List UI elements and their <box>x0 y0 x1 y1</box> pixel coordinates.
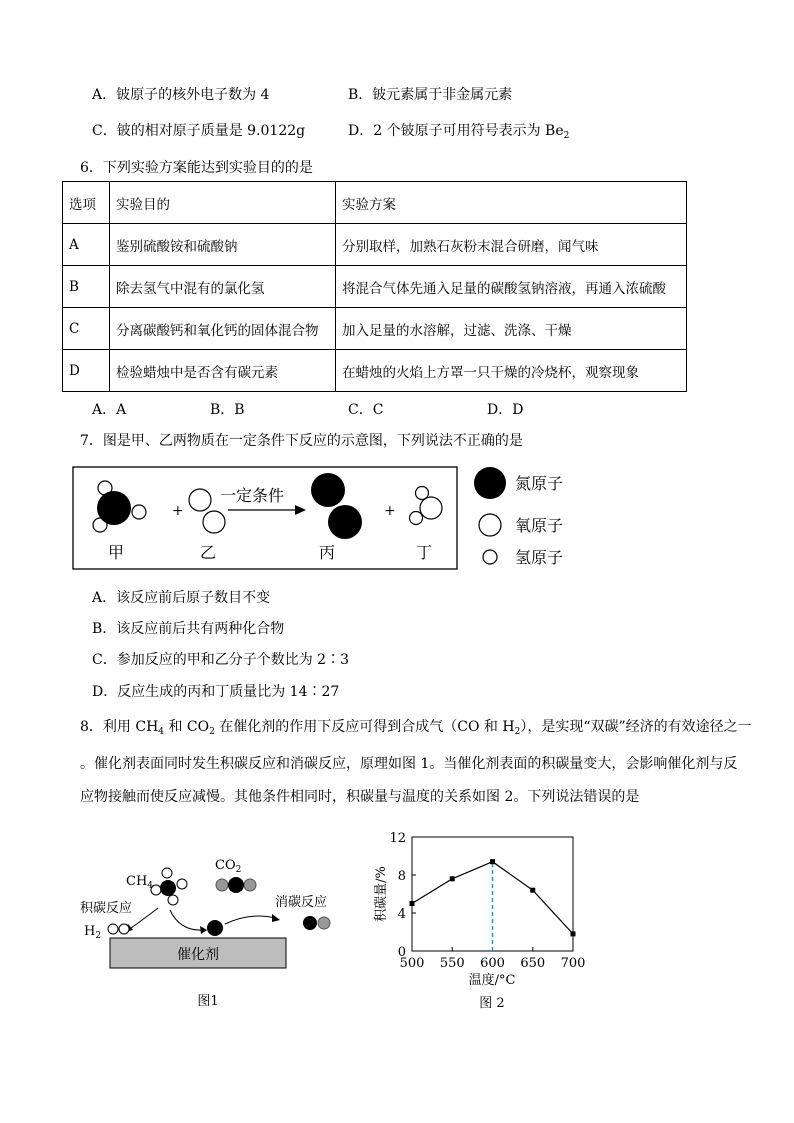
legend-nitrogen-atom <box>474 467 506 499</box>
co2-molecule <box>216 877 256 893</box>
table-cell: 加入足量的水溶解，过滤、洗涤、干燥 <box>336 308 687 350</box>
q7-option-a: A．该反应前后原子数目不变 <box>92 590 271 606</box>
figure-1 <box>70 850 350 1020</box>
experiment-table <box>62 181 687 392</box>
y-axis-label: 积碳量/% <box>374 866 389 922</box>
table-row <box>63 224 687 266</box>
data-point <box>490 859 495 864</box>
y-tick-label: 8 <box>397 869 406 884</box>
q6-stem: 6．下列实验方案能达到实验目的的是 <box>80 160 313 176</box>
q7-option-c: C．参加反应的甲和乙分子个数比为 2∶3 <box>92 652 349 668</box>
x-tick-label: 700 <box>560 956 586 971</box>
reaction-condition: 一定条件 <box>220 486 285 505</box>
h2-molecule <box>108 924 129 934</box>
legend-hydrogen-atom <box>483 550 497 564</box>
table-cell: 除去氢气中混有的氯化氢 <box>110 266 336 308</box>
ch4-label: $CH_4$ <box>126 874 154 891</box>
h2-label: $H_2$ <box>84 924 102 941</box>
data-point <box>450 876 455 881</box>
q6-option-d: D．D <box>487 402 524 418</box>
arrow-to-h2 <box>128 908 158 930</box>
q6-option-a: A．A <box>92 402 127 418</box>
x-tick-label: 550 <box>439 956 465 971</box>
label-ding: 丁 <box>416 543 433 562</box>
y-tick-label: 4 <box>397 907 406 922</box>
table-cell: 在蜡烛的火焰上方罩一只干燥的冷烧杯，观察现象 <box>336 350 687 392</box>
q8-line-3: 应物接触而使反应减慢。其他条件相同时，积碳量与温度的关系如图 2。下列说法错误的是 <box>80 789 640 805</box>
x-tick-label: 500 <box>399 956 425 971</box>
q5-option-b: B．铍元素属于非金属元素 <box>348 87 513 103</box>
table-header-row <box>63 182 687 224</box>
molecule-ding <box>410 487 443 525</box>
table-header: 选项 <box>63 182 110 224</box>
data-point <box>571 931 576 936</box>
co-molecule <box>303 916 330 930</box>
q5-option-a: A．铍原子的核外电子数为 4 <box>92 87 270 103</box>
table-row <box>63 266 687 308</box>
figure-2-caption: 图 2 <box>479 996 505 1011</box>
data-point <box>530 888 535 893</box>
table-cell: 检验蜡烛中是否含有碳元素 <box>110 350 336 392</box>
catalyst-label: 催化剂 <box>177 947 219 963</box>
legend-label-nitrogen: 氮原子 <box>515 474 564 493</box>
x-tick-label: 600 <box>480 956 505 971</box>
molecule-bing <box>311 473 362 539</box>
table-cell: B <box>63 266 110 308</box>
deposited-carbon-atom <box>207 920 223 936</box>
diagram-frame <box>73 467 457 569</box>
arrow-head <box>200 926 207 934</box>
table-cell: 分别取样，加熟石灰粉末混合研磨，闻气味 <box>336 224 687 266</box>
q7-option-d: D．反应生成的丙和丁质量比为 14∶27 <box>92 684 340 700</box>
arrow-to-carbon <box>170 910 205 930</box>
q8-line-1: 8．利用 $CH_4$ 和 $CO_2$ 在催化剂的作用下反应可得到合成气（CO 和 $H_2$），是实现“双碳”经济的有效途径之一 <box>80 719 752 737</box>
q6-option-c: C．C <box>348 402 384 418</box>
table-cell: D <box>63 350 110 392</box>
legend-oxygen-atom <box>479 514 501 536</box>
reaction-diagram <box>0 460 600 575</box>
figure-1-caption: 图1 <box>197 994 219 1009</box>
table-header: 实验目的 <box>110 182 336 224</box>
table-row <box>63 350 687 392</box>
q5-option-c: C．铍的相对原子质量是 9.0122g <box>92 123 306 139</box>
legend-label-hydrogen: 氢原子 <box>515 548 564 567</box>
table-cell: C <box>63 308 110 350</box>
molecule-jia <box>93 481 146 532</box>
table-cell: 鉴别硫酸铵和硫酸钠 <box>110 224 336 266</box>
y-tick-label: 12 <box>389 831 406 846</box>
label-bing: 丙 <box>319 543 336 562</box>
y-tick-label: 0 <box>397 945 406 960</box>
arrow-head <box>272 914 280 922</box>
q7-stem: 7．图是甲、乙两物质在一定条件下反应的示意图，下列说法不正确的是 <box>80 433 523 449</box>
ch4-molecule <box>151 868 187 905</box>
q7-option-b: B．该反应前后共有两种化合物 <box>92 621 285 637</box>
carbon-deposition-label: 积碳反应 <box>80 901 133 916</box>
plus-sign: + <box>384 503 396 519</box>
x-tick-labels <box>400 956 586 971</box>
data-point <box>410 901 415 906</box>
q8-line-2: 。催化剂表面同时发生积碳反应和消碳反应，原理如图 1。当催化剂表面的积碳量变大，会影响催化剂与反 <box>80 756 738 772</box>
arrow-to-co <box>225 916 275 924</box>
arrow-head <box>295 505 306 515</box>
table-header: 实验方案 <box>336 182 687 224</box>
plus-sign: + <box>172 503 184 519</box>
table-cell: 将混合气体先通入足量的碳酸氢钠溶液，再通入浓硫酸 <box>336 266 687 308</box>
table-row <box>63 308 687 350</box>
x-axis-label: 温度/°C <box>468 973 516 988</box>
x-tick-label: 650 <box>520 956 546 971</box>
co2-label: $CO_2$ <box>215 858 242 875</box>
carbon-removal-label: 消碳反应 <box>275 895 328 910</box>
legend-label-oxygen: 氧原子 <box>515 516 564 535</box>
q6-option-b: B．B <box>210 402 245 418</box>
table-cell: A <box>63 224 110 266</box>
y-tick-labels <box>389 831 406 960</box>
figure-2-chart <box>360 820 620 1020</box>
label-jia: 甲 <box>108 543 125 562</box>
table-cell: 分离碳酸钙和氧化钙的固体混合物 <box>110 308 336 350</box>
label-yi: 乙 <box>200 543 217 562</box>
q5-option-d: D．2 个铍原子可用符号表示为 $Be_2$ <box>348 123 570 141</box>
